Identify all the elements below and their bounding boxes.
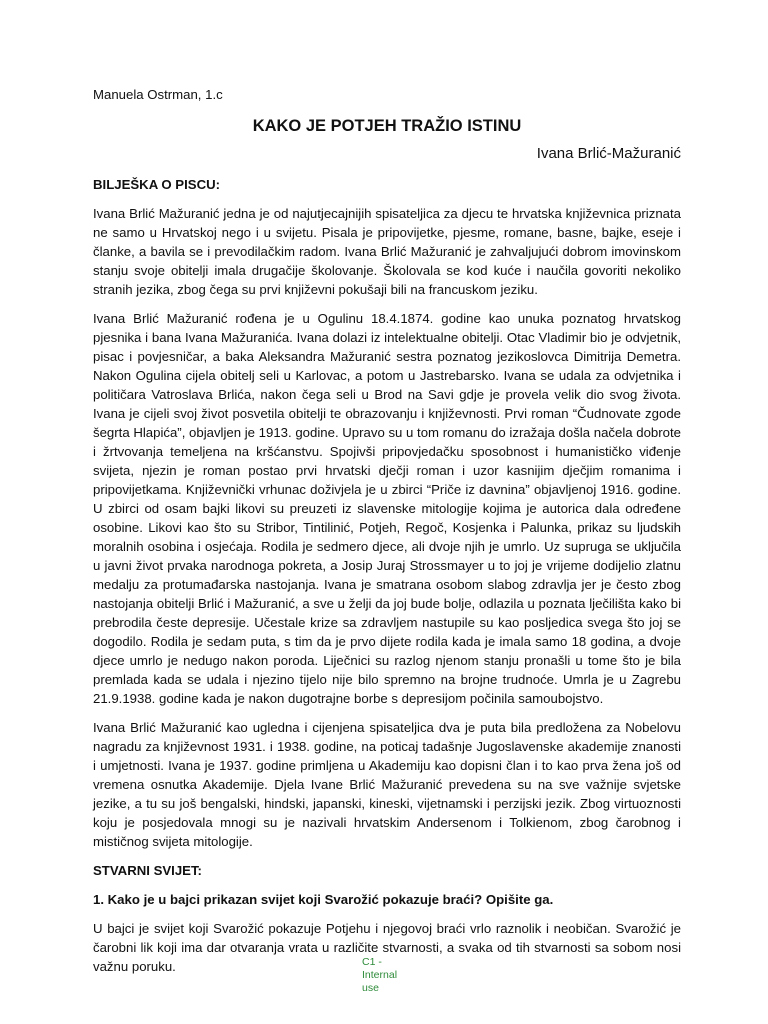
classification-line: Internal xyxy=(362,969,398,981)
classification-label xyxy=(362,956,412,995)
student-name-line: Manuela Ostrman, 1.c xyxy=(93,87,223,102)
paragraph: Ivana Brlić Mažuranić rođena je u Ogulinu 18.4.1874. godine kao unuka poznatog hrvatskog pjesnika i bana Ivana Mažuranića. Ivana dolazi iz intelektualne obitelji. Otac Vladimir bio je odvjetnik, pisac i povjesničar, a baka Aleksandra Mažuranić sestra poznatog jezikoslovca Dimitrija Demetra. Nakon Ogulina cijela obitelj seli u Karlovac, a potom u Jastrebarsko. Ivana se udala za odvjetnika i političara Vatroslava Brlića, nakon čega seli u Brod na Savi gdje je provela velik dio svog života. Ivana je cijeli svoj život posvetila obitelji te obrazovanju i književnosti. Prvi roman “Čudnovate zgode šegrta Hlapića”, objavljen je 1913. godine. Upravo su u tom romanu do izražaja došla načela dobrote i žrtvovanja temeljena na kršćanstvu. Spojivši pripovjedačku sposobnost i humanističko viđenje svijeta, njezin je roman postao prvi hrvatski dječji roman i uzor kasnijim dječjim romanima i pripovijetkama. Književnički vrhunac doživjela je u zbirci “Priče iz davnina” objavljenoj 1916. godine. U zbirci od osam bajki likovi su preuzeti iz slavenske mitologije kojima je autorica dala određene osobine. Likovi kao što su Stribor, Tintilinić, Potjeh, Regoč, Kosjenka i Palunka, prikaz su ljudskih moralnih osobina i osjećaja. Rodila je sedmero djece, ali dvoje njih je umrlo. Uz supruga se uključila u javni život prvaka narodnoga pokreta, a Josip Juraj Strossmayer u to joj je vrijeme dodijelio zlatnu medalju za protumađarska nastojanja. Ivana je smatrana osobom slabog zdravlja jer je često zbog nastojanja obitelji Brlić i Mažuranić, a sve u želji da joj bude bolje, odlazila u poznata lječilišta kako bi prebrodila česte depresije. Učestale krize sa zdravljem nastupile su kao posljedica svega što joj se dogodilo. Rodila je sedam puta, s tim da je prvo dijete rodila kada je imala samo 18 godina, a dvoje djece umrlo je nedugo nakon poroda. Liječnici su razlog njenom stanju pronašli u tome što je bila premlada kada se udala i njezino tijelo nije bilo spremno na brojne trudnoće. Umrla je u Zagrebu 21.9.1938. godine kada je nakon dugotrajne borbe s depresijom počinila samoubojstvo. xyxy=(93,311,681,706)
paragraph: Ivana Brlić Mažuranić kao ugledna i cijenjena spisateljica dva je puta bila predložena za Nobelovu nagradu za književnost 1931. i 1938. godine, na poticaj tadašnje Jugoslavenske akademije znanosti i umjetnosti. Ivana je 1937. godine primljena u Akademiju kao dopisni član i to kao prva žena još od vremena osnutka Akademije. Djela Ivane Brlić Mažuranić prevedena su na sve važnije svjetske jezike, a tu su još bengalski, hindski, japanski, kineski, vijetnamski i perzijski jezik. Zbog virtuoznosti koju je posjedovala mnogi su je nazivali hrvatskim Andersenom i Tolkienom, zbog čarobnog i mističnog svijeta mitologije. xyxy=(93,720,681,849)
paragraph: Ivana Brlić Mažuranić jedna je od najutjecajnijih spisateljica za djecu te hrvatska književnica priznata ne samo u Hrvatskoj nego i u svijetu. Pisala je pripovijetke, pjesme, romane, basne, bajke, eseje i članke, a bavila se i prevodilačkim radom. Ivana Brlić Mažuranić je zahvaljujući dobrom imovinskom stanju svoje obitelji imala drugačije školovanje. Školovala se kod kuće i naučila govoriti nekoliko stranih jezika, zbog čega su prvi književni pokušaji bili na francuskom jeziku. xyxy=(93,206,681,297)
section-heading-author-note: BILJEŠKA O PISCU: xyxy=(93,177,221,192)
section-heading-real-world: STVARNI SVIJET: xyxy=(93,863,202,878)
document-body xyxy=(93,85,681,986)
question: 1. Kako je u bajci prikazan svijet koji Svarožić pokazuje braći? Opišite ga. xyxy=(93,892,554,907)
classification-line: use xyxy=(362,982,379,994)
document-title: KAKO JE POTJEH TRAŽIO ISTINU xyxy=(252,117,522,135)
book-author: Ivana Brlić-Mažuranić xyxy=(536,145,681,162)
answer-paragraph: U bajci je svijet koji Svarožić pokazuje Potjehu i njegovoj braći vrlo raznolik i neobičan. Svarožić je čarobni lik koji ima dar otvaranja vrata u različite stvarnosti, a svaka od tih stvarnosti sa sobom nosi važnu poruku. xyxy=(93,921,681,974)
classification-line: C1 - xyxy=(362,956,382,968)
